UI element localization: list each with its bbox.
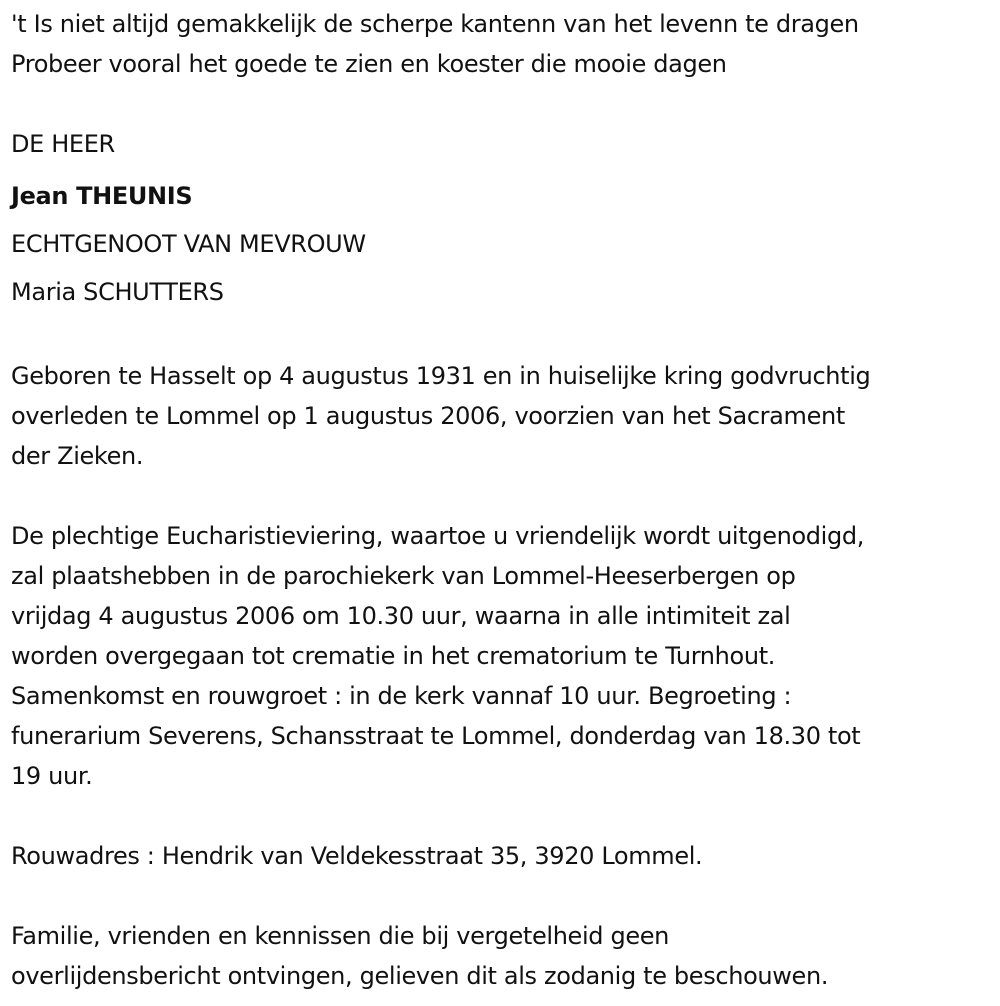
- paragraph-line: Samenkomst en rouwgroet : in de kerk vannaf 10 uur. Begroeting :: [11, 682, 792, 710]
- paragraph-line: De plechtige Eucharistieviering, waartoe u vriendelijk wordt uitgenodigd,: [11, 522, 865, 550]
- poem-section: [11, 0, 996, 84]
- spacer: [11, 876, 996, 916]
- closing-paragraph: [11, 916, 996, 996]
- paragraph-line: 19 uur.: [11, 762, 93, 790]
- mourning-address: Rouwadres : Hendrik van Veldekesstraat 35, 3920 Lommel.: [11, 842, 703, 870]
- spacer: [11, 796, 996, 836]
- paragraph-line: funerarium Severens, Schansstraat te Lommel, donderdag van 18.30 tot: [11, 722, 861, 750]
- paragraph-line: vrijdag 4 augustus 2006 om 10.30 uur, waarna in alle intimiteit zal: [11, 602, 791, 630]
- spacer: [11, 476, 996, 516]
- paragraph-line: overleden te Lommel op 1 augustus 2006, voorzien van het Sacrament: [11, 402, 845, 430]
- ceremony-paragraph: [11, 516, 996, 796]
- deceased-name: Jean THEUNIS: [11, 182, 193, 210]
- deceased-section: [11, 124, 996, 316]
- paragraph-line: zal plaatshebben in de parochiekerk van Lommel-Heeserbergen op: [11, 562, 796, 590]
- birth-death-paragraph: [11, 356, 996, 476]
- paragraph-line: Familie, vrienden en kennissen die bij vergetelheid geen: [11, 922, 670, 950]
- poem-line-2: Probeer vooral het goede te zien en koester die mooie dagen: [11, 50, 727, 78]
- paragraph-line: Geboren te Hasselt op 4 augustus 1931 en in huiselijke kring godvruchtig: [11, 362, 871, 390]
- spacer: [11, 316, 996, 356]
- spouse-name: Maria SCHUTTERS: [11, 278, 224, 306]
- paragraph-line: worden overgegaan tot crematie in het crematorium te Turnhout.: [11, 642, 776, 670]
- spacer: [11, 84, 996, 124]
- honorific: DE HEER: [11, 130, 115, 158]
- poem-line-1: 't Is niet altijd gemakkelijk de scherpe kantenn van het levenn te dragen: [11, 10, 859, 38]
- address-paragraph: [11, 836, 996, 876]
- paragraph-line: overlijdensbericht ontvingen, gelieven dit als zodanig te beschouwen.: [11, 962, 829, 990]
- relation-line: ECHTGENOOT VAN MEVROUW: [11, 230, 366, 258]
- obituary-document: [11, 0, 996, 996]
- paragraph-line: der Zieken.: [11, 442, 144, 470]
